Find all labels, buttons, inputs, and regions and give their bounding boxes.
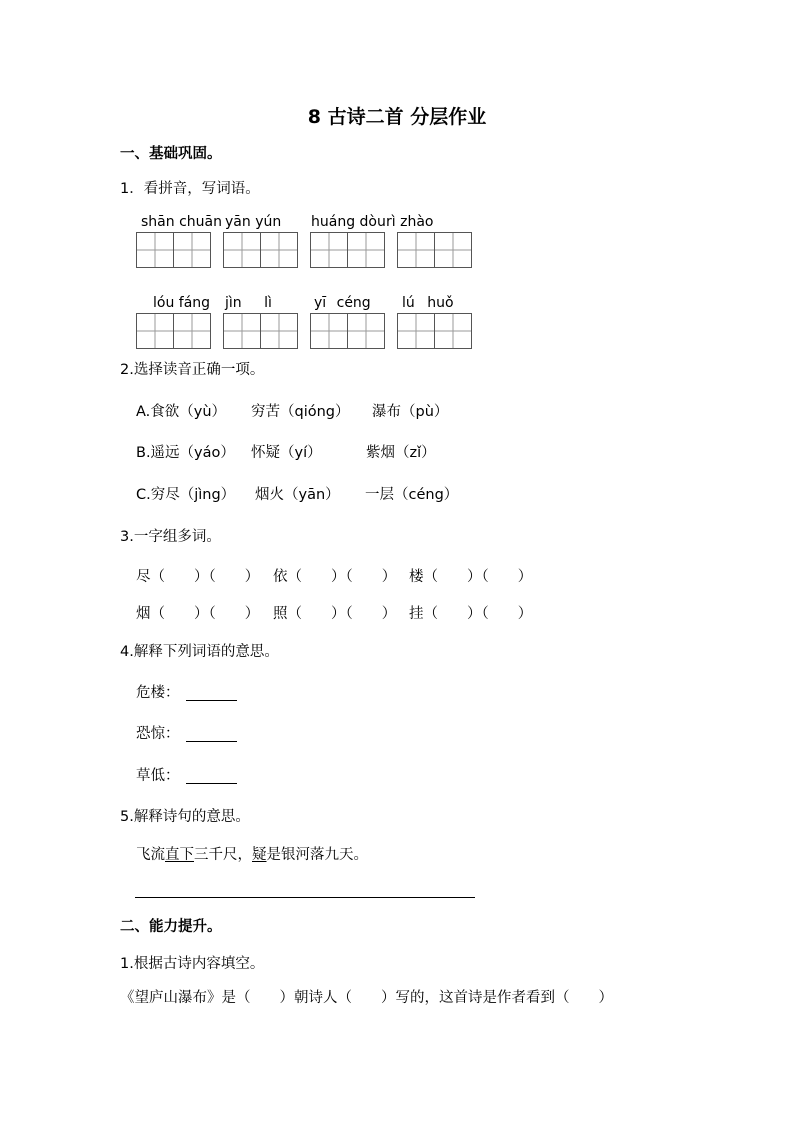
option-a-item[interactable]: 穷苦（qióng） (251, 404, 350, 420)
term-label: 恐惊： (136, 726, 180, 742)
writing-grid[interactable] (397, 232, 471, 268)
writing-grid[interactable] (310, 313, 384, 349)
section-heading-basic: 一、基础巩固。 (120, 146, 222, 162)
word-group-item[interactable]: 挂（ ）（ ） (409, 606, 533, 622)
option-a-item[interactable]: 瀑布（pù） (372, 404, 449, 420)
page-title: 8 古诗二首 分层作业 (307, 106, 487, 128)
word-group-item[interactable]: 依（ ）（ ） (273, 569, 397, 585)
answer-blank[interactable] (186, 783, 237, 784)
writing-grid[interactable] (136, 313, 210, 349)
term-label: 危楼： (136, 685, 180, 701)
poem-underlined-word: 疑 (252, 847, 267, 863)
poem-text: 飞流 (136, 847, 165, 863)
answer-blank[interactable] (186, 741, 237, 742)
option-c-item[interactable]: 一层（céng） (365, 487, 459, 503)
pinyin-label: jìn lì (225, 295, 272, 311)
q5-title: 5.解释诗句的意思。 (120, 809, 250, 825)
word-group-item[interactable]: 尽（ ）（ ） (136, 569, 260, 585)
option-b-item[interactable]: 紫烟（zǐ） (366, 445, 436, 461)
writing-grid[interactable] (136, 232, 210, 268)
option-a-item[interactable]: A.食欲（yù） (136, 404, 227, 420)
option-c-item[interactable]: C.穷尽（jìng） (136, 487, 236, 503)
section-heading-ability: 二、能力提升。 (120, 919, 222, 935)
pinyin-label: lóu fáng (153, 295, 211, 311)
term-label: 草低： (136, 768, 180, 784)
option-c-item[interactable]: 烟火（yān） (255, 487, 340, 503)
p1-title: 1.根据古诗内容填空。 (120, 956, 265, 972)
answer-blank[interactable] (186, 700, 237, 701)
pinyin-label: rì zhào (386, 214, 434, 230)
pinyin-label: huáng dòu (311, 214, 386, 230)
q1-title: 1．看拼音，写词语。 (120, 181, 260, 197)
writing-grid[interactable] (223, 232, 297, 268)
poem-line (136, 848, 368, 863)
pinyin-label: yān yún (225, 214, 282, 230)
pinyin-label: shān chuān (141, 214, 222, 230)
poem-text: 三千尺， (194, 847, 252, 863)
pinyin-label: yī céng (314, 295, 371, 311)
word-group-item[interactable]: 照（ ）（ ） (273, 606, 397, 622)
q2-title: 2.选择读音正确一项。 (120, 362, 265, 378)
poem-underlined-word: 直下 (165, 847, 194, 863)
q4-title: 4.解释下列词语的意思。 (120, 644, 279, 660)
q3-title: 3.一字组多词。 (120, 529, 221, 545)
option-b-item[interactable]: 怀疑（yí） (251, 445, 322, 461)
word-group-item[interactable]: 烟（ ）（ ） (136, 606, 260, 622)
option-b-item[interactable]: B.遥远（yáo） (136, 445, 235, 461)
writing-grid[interactable] (223, 313, 297, 349)
answer-line[interactable] (135, 897, 475, 898)
fill-blank-sentence[interactable]: 《望庐山瀑布》是（ ）朝诗人（ ）写的，这首诗是作者看到（ ） (120, 990, 613, 1006)
pinyin-label: lú huǒ (402, 295, 454, 311)
writing-grid[interactable] (397, 313, 471, 349)
word-group-item[interactable]: 楼（ ）（ ） (409, 569, 533, 585)
writing-grid[interactable] (310, 232, 384, 268)
poem-text: 是银河落九天。 (266, 847, 368, 863)
